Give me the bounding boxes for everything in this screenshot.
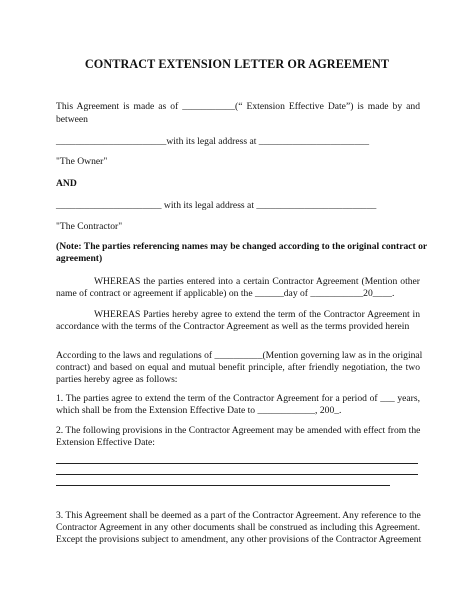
contractor-label: "The Contractor"	[56, 221, 123, 232]
and-label: AND	[56, 178, 77, 189]
owner-address-line: _______________________with its legal address at _______________________	[56, 136, 370, 147]
according-line-2: contract) and based on equal and mutual benefit principle, after friendly negotiation, the two	[56, 362, 420, 373]
according-line-3: parties hereby agree as follows:	[56, 374, 178, 385]
clause-2-line-1: 2. The following provisions in the Contractor Agreement may be amended with effect from the	[56, 425, 421, 436]
document-title: CONTRACT EXTENSION LETTER OR AGREEMENT	[84, 57, 390, 71]
clause-3-line-3: Except the provisions subject to amendment, any other provisions of the Contractor Agreement	[56, 534, 422, 545]
intro-line-1: This Agreement is made as of ___________(“ Extension Effective Date”) is made by and	[56, 101, 420, 112]
amendment-blank-line-3	[56, 485, 390, 486]
clause-3-line-1: 3. This Agreement shall be deemed as a part of the Contractor Agreement. Any reference to the	[56, 510, 421, 521]
whereas-2-line-2: accordance with the terms of the Contractor Agreement as well as the terms provided herein	[56, 321, 410, 332]
amendment-blank-line-2	[56, 474, 418, 475]
whereas-2-line-1: WHEREAS Parties hereby agree to extend the term of the Contractor Agreement in	[94, 309, 420, 320]
whereas-1-line-1: WHEREAS the parties entered into a certain Contractor Agreement (Mention other	[94, 276, 420, 287]
intro-line-2: between	[56, 114, 88, 125]
contractor-address-line: ______________________ with its legal address at _________________________	[56, 200, 377, 211]
note-line-1: (Note: The parties referencing names may be changed according to the original contract or	[56, 241, 428, 252]
amendment-blank-line-1	[56, 463, 418, 464]
clause-1-line-1: 1. The parties agree to extend the term of the Contractor Agreement for a period of ___ years,	[56, 393, 420, 404]
clause-3-line-2: Contractor Agreement in any other documents shall be construed as including this Agreement.	[56, 522, 420, 533]
clause-1-line-2: which shall be from the Extension Effective Date to ____________, 200_.	[56, 405, 342, 416]
according-line-1: According to the laws and regulations of __________(Mention governing law as in the original	[56, 350, 423, 361]
note-line-2: agreement)	[56, 253, 103, 264]
clause-2-line-2: Extension Effective Date:	[56, 437, 155, 448]
owner-label: "The Owner"	[56, 156, 108, 167]
whereas-1-line-2: name of contract or agreement if applicable) on the ______day of ___________20____.	[56, 288, 395, 299]
